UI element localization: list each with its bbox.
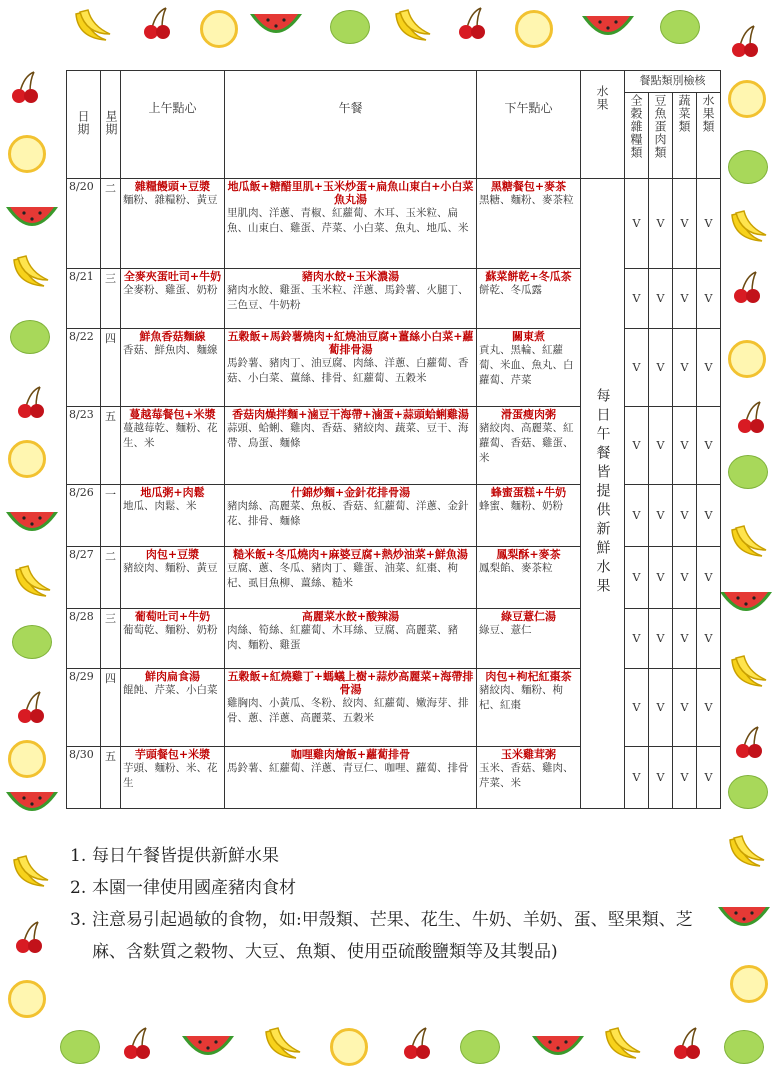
date-cell: 8/28 bbox=[67, 609, 101, 669]
category-check-mark: V bbox=[697, 269, 721, 329]
morning-snack-cell bbox=[121, 485, 225, 547]
banana-icon bbox=[10, 560, 54, 604]
lunch-cell bbox=[225, 747, 477, 809]
weekday-cell: 二 bbox=[101, 179, 121, 269]
category-check-mark: V bbox=[673, 269, 697, 329]
melon-icon bbox=[530, 1034, 586, 1064]
category-check-mark: V bbox=[625, 407, 649, 485]
afternoon-snack-ingredients: 玉米、香菇、雞肉、芹菜、米 bbox=[479, 762, 574, 789]
afternoon-snack-ingredients: 綠豆、薏仁 bbox=[479, 624, 532, 636]
date-cell: 8/23 bbox=[67, 407, 101, 485]
category-check-mark: V bbox=[673, 407, 697, 485]
morning-snack-title: 全麥夾蛋吐司+牛奶 bbox=[123, 270, 222, 283]
lemon-icon bbox=[200, 10, 238, 48]
grain-category-header: 全穀雜糧類 bbox=[625, 93, 649, 179]
date-cell: 8/26 bbox=[67, 485, 101, 547]
category-check-mark: V bbox=[649, 329, 673, 407]
morning-snack-cell bbox=[121, 407, 225, 485]
weekly-menu-table bbox=[66, 70, 721, 809]
cherry-icon bbox=[730, 270, 764, 306]
fruit-note-cell bbox=[581, 179, 625, 809]
category-check-mark: V bbox=[673, 179, 697, 269]
date-cell: 8/30 bbox=[67, 747, 101, 809]
cherry-icon bbox=[8, 70, 42, 106]
melon-icon bbox=[4, 790, 60, 820]
weekday-cell: 三 bbox=[101, 609, 121, 669]
lunch-cell bbox=[225, 179, 477, 269]
menu-row bbox=[67, 179, 721, 269]
category-check-mark: V bbox=[697, 407, 721, 485]
lunch-title: 五穀飯+馬鈴薯燒肉+紅燒油豆腐+薑絲小白菜+蘿蔔排骨湯 bbox=[227, 330, 474, 356]
category-check-mark: V bbox=[625, 547, 649, 609]
weekday-cell: 一 bbox=[101, 485, 121, 547]
weekday-cell: 二 bbox=[101, 547, 121, 609]
category-check-mark: V bbox=[625, 609, 649, 669]
category-check-mark: V bbox=[649, 407, 673, 485]
lunch-title: 香菇肉燥拌麵+滷豆干海帶+滷蛋+蒜頭蛤蜊雞湯 bbox=[232, 408, 469, 421]
category-check-mark: V bbox=[649, 547, 673, 609]
category-check-mark: V bbox=[625, 669, 649, 747]
lemon-icon bbox=[728, 80, 766, 118]
lemon-icon bbox=[8, 440, 46, 478]
lime-icon bbox=[728, 775, 768, 809]
banana-icon bbox=[726, 520, 770, 564]
banana-icon bbox=[390, 4, 434, 48]
morning-snack-ingredients: 全麥粉、雞蛋、奶粉 bbox=[123, 284, 218, 296]
melon-icon bbox=[248, 12, 304, 42]
morning-snack-ingredients: 麵粉、雜糧粉、黃豆 bbox=[123, 194, 218, 206]
morning-snack-ingredients: 芋頭、麵粉、米、花生 bbox=[123, 762, 218, 789]
lemon-icon bbox=[8, 740, 46, 778]
cherry-icon bbox=[734, 400, 768, 436]
afternoon-snack-title: 滑蛋瘦肉粥 bbox=[501, 408, 556, 421]
lunch-title: 五穀飯+紅燒雞丁+螞蟻上樹+蒜炒高麗菜+海帶排骨湯 bbox=[227, 670, 474, 696]
melon-icon bbox=[580, 14, 636, 44]
morning-snack-cell bbox=[121, 747, 225, 809]
cherry-icon bbox=[670, 1026, 704, 1062]
morning-snack-ingredients: 香菇、鮮魚肉、麵線 bbox=[123, 344, 218, 356]
morning-snack-title: 鮮肉扁食湯 bbox=[145, 670, 200, 683]
lemon-icon bbox=[330, 1028, 368, 1066]
category-check-mark: V bbox=[697, 747, 721, 809]
morning-snack-title: 地瓜粥+肉鬆 bbox=[140, 486, 205, 499]
afternoon-snack-cell bbox=[477, 669, 581, 747]
lunch-title: 什錦炒麵+金針花排骨湯 bbox=[290, 486, 411, 499]
weekday-cell: 四 bbox=[101, 669, 121, 747]
lemon-icon bbox=[8, 135, 46, 173]
lemon-icon bbox=[515, 10, 553, 48]
afternoon-snack-title: 黑糖餐包+麥茶 bbox=[490, 180, 567, 193]
afternoon-snack-cell bbox=[477, 269, 581, 329]
banana-icon bbox=[600, 1022, 644, 1066]
date-cell: 8/20 bbox=[67, 179, 101, 269]
fruit-category-header: 水果類 bbox=[697, 93, 721, 179]
note-text: 本園一律使用國產豬肉食材 bbox=[92, 878, 296, 898]
afternoon-snack-ingredients: 豬絞肉、麵粉、枸杞、紅棗 bbox=[479, 684, 563, 711]
cherry-icon bbox=[455, 6, 489, 42]
note-item bbox=[70, 872, 710, 904]
category-check-mark: V bbox=[673, 747, 697, 809]
lunch-ingredients: 豆腐、蔥、冬瓜、豬肉丁、雞蛋、油菜、紅棗、枸杞、虱目魚柳、薑絲、糙米 bbox=[227, 562, 458, 589]
category-check-mark: V bbox=[649, 269, 673, 329]
lime-icon bbox=[728, 455, 768, 489]
date-cell: 8/29 bbox=[67, 669, 101, 747]
lemon-icon bbox=[730, 965, 768, 1003]
lemon-icon bbox=[728, 340, 766, 378]
afternoon-snack-title: 鳳梨酥+麥茶 bbox=[496, 548, 561, 561]
lime-icon bbox=[330, 10, 370, 44]
lunch-title: 高麗菜水餃+酸辣湯 bbox=[301, 610, 400, 623]
lunch-ingredients: 肉絲、筍絲、紅蘿蔔、木耳絲、豆腐、高麗菜、豬肉、麵粉、雞蛋 bbox=[227, 624, 458, 651]
lime-icon bbox=[460, 1030, 500, 1064]
category-check-mark: V bbox=[625, 179, 649, 269]
morning-snack-cell bbox=[121, 669, 225, 747]
cherry-icon bbox=[12, 920, 46, 956]
lunch-title: 豬肉水餃+玉米濃湯 bbox=[301, 270, 400, 283]
note-number: 2. bbox=[70, 878, 87, 898]
category-check-mark: V bbox=[649, 485, 673, 547]
morning-snack-cell bbox=[121, 179, 225, 269]
afternoon-snack-title: 蜂蜜蛋糕+牛奶 bbox=[490, 486, 567, 499]
lunch-title: 地瓜飯+糖醋里肌+玉米炒蛋+扁魚山東白+小白菜魚丸湯 bbox=[227, 180, 474, 206]
date-cell: 8/27 bbox=[67, 547, 101, 609]
category-check-mark: V bbox=[625, 485, 649, 547]
lime-icon bbox=[12, 625, 52, 659]
category-check-mark: V bbox=[649, 179, 673, 269]
lunch-ingredients: 馬鈴薯、豬肉丁、油豆腐、肉絲、洋蔥、白蘿蔔、香菇、小白菜、薑絲、排骨、紅蘿蔔、五穀米 bbox=[227, 357, 469, 384]
lunch-title: 咖哩雞肉燴飯+蘿蔔排骨 bbox=[290, 748, 411, 761]
afternoon-snack-title: 蘇菜餅乾+冬瓜茶 bbox=[485, 270, 572, 283]
banana-icon bbox=[260, 1022, 304, 1066]
lunch-title: 糙米飯+冬瓜燒肉+麻婆豆腐+熱炒油菜+鮮魚湯 bbox=[233, 548, 468, 561]
morning-snack-ingredients: 餛飩、芹菜、小白菜 bbox=[123, 684, 218, 696]
morning-snack-title: 葡萄吐司+牛奶 bbox=[134, 610, 211, 623]
category-check-mark: V bbox=[649, 609, 673, 669]
afternoon-snack-header: 下午點心 bbox=[477, 71, 581, 179]
lunch-cell bbox=[225, 669, 477, 747]
banana-icon bbox=[724, 830, 768, 874]
cherry-icon bbox=[14, 385, 48, 421]
note-item bbox=[70, 904, 710, 968]
weekday-cell: 五 bbox=[101, 747, 121, 809]
cherry-icon bbox=[728, 24, 762, 60]
category-check-mark: V bbox=[697, 179, 721, 269]
category-check-mark: V bbox=[697, 329, 721, 407]
note-text: 每日午餐皆提供新鮮水果 bbox=[92, 846, 279, 866]
lunch-cell bbox=[225, 269, 477, 329]
banana-icon bbox=[726, 650, 770, 694]
melon-icon bbox=[716, 905, 772, 935]
category-check-mark: V bbox=[697, 485, 721, 547]
fruit-note: 每日午餐皆提供新鮮水果 bbox=[594, 387, 611, 597]
banana-icon bbox=[726, 205, 770, 249]
category-check-header: 餐點類別檢核 bbox=[625, 71, 721, 93]
afternoon-snack-ingredients: 蜂蜜、麵粉、奶粉 bbox=[479, 500, 563, 512]
category-check-mark: V bbox=[673, 609, 697, 669]
category-check-mark: V bbox=[625, 269, 649, 329]
lunch-ingredients: 蒜頭、蛤蜊、雞肉、香菇、豬絞肉、蔬菜、豆干、海帶、鳥蛋、麵條 bbox=[227, 422, 469, 449]
melon-icon bbox=[4, 205, 60, 235]
lunch-ingredients: 豬肉水餃、雞蛋、玉米粒、洋蔥、馬鈴薯、火腿丁、三色豆、牛奶粉 bbox=[227, 284, 469, 311]
afternoon-snack-title: 肉包+枸杞紅棗茶 bbox=[485, 670, 572, 683]
morning-snack-header: 上午點心 bbox=[121, 71, 225, 179]
category-check-mark: V bbox=[673, 547, 697, 609]
category-check-mark: V bbox=[625, 329, 649, 407]
afternoon-snack-cell bbox=[477, 609, 581, 669]
morning-snack-title: 雜糧饅頭+豆漿 bbox=[134, 180, 211, 193]
lunch-ingredients: 雞胸肉、小黃瓜、冬粉、絞肉、紅蘿蔔、嫩海芽、排骨、蔥、洋蔥、高麗菜、五穀米 bbox=[227, 697, 469, 724]
cherry-icon bbox=[120, 1026, 154, 1062]
lunch-cell bbox=[225, 485, 477, 547]
afternoon-snack-ingredients: 貢丸、黑輪、紅蘿蔔、米血、魚丸、白蘿蔔、芹菜 bbox=[479, 344, 574, 386]
category-check-mark: V bbox=[673, 669, 697, 747]
lime-icon bbox=[60, 1030, 100, 1064]
lunch-cell bbox=[225, 329, 477, 407]
lunch-ingredients: 馬鈴薯、紅蘿蔔、洋蔥、青豆仁、咖哩、蘿蔔、排骨 bbox=[227, 762, 469, 774]
note-number: 3. bbox=[70, 910, 87, 930]
morning-snack-title: 芋頭餐包+米漿 bbox=[134, 748, 211, 761]
morning-snack-cell bbox=[121, 547, 225, 609]
vegetable-category-header: 蔬菜類 bbox=[673, 93, 697, 179]
morning-snack-ingredients: 地瓜、肉鬆、米 bbox=[123, 500, 197, 512]
lunch-ingredients: 豬肉絲、高麗菜、魚板、香菇、紅蘿蔔、洋蔥、金針花、排骨、麵條 bbox=[227, 500, 469, 527]
afternoon-snack-ingredients: 餅乾、冬瓜露 bbox=[479, 284, 542, 296]
cherry-icon bbox=[14, 690, 48, 726]
melon-icon bbox=[718, 590, 774, 620]
category-check-mark: V bbox=[625, 747, 649, 809]
notes-list bbox=[70, 840, 710, 968]
lime-icon bbox=[660, 10, 700, 44]
afternoon-snack-cell bbox=[477, 485, 581, 547]
morning-snack-cell bbox=[121, 329, 225, 407]
note-number: 1. bbox=[70, 846, 87, 866]
afternoon-snack-cell bbox=[477, 179, 581, 269]
note-text: 注意易引起過敏的食物，如:甲殼類、芒果、花生、牛奶、羊奶、蛋、堅果類、芝麻、含麩質之穀物、大豆、魚類、使用亞硫酸鹽類等及其製品) bbox=[92, 910, 693, 962]
lunch-cell bbox=[225, 547, 477, 609]
melon-icon bbox=[4, 510, 60, 540]
afternoon-snack-title: 玉米雞茸粥 bbox=[501, 748, 556, 761]
lime-icon bbox=[10, 320, 50, 354]
morning-snack-title: 蔓越莓餐包+米漿 bbox=[129, 408, 216, 421]
melon-icon bbox=[180, 1034, 236, 1064]
category-check-mark: V bbox=[697, 669, 721, 747]
lime-icon bbox=[724, 1030, 764, 1064]
weekday-cell: 五 bbox=[101, 407, 121, 485]
protein-category-header: 豆魚蛋肉類 bbox=[649, 93, 673, 179]
category-check-mark: V bbox=[673, 485, 697, 547]
afternoon-snack-cell bbox=[477, 407, 581, 485]
morning-snack-ingredients: 葡萄乾、麵粉、奶粉 bbox=[123, 624, 218, 636]
lunch-header: 午餐 bbox=[225, 71, 477, 179]
lemon-icon bbox=[8, 980, 46, 1018]
category-check-mark: V bbox=[697, 547, 721, 609]
banana-icon bbox=[8, 850, 52, 894]
morning-snack-title: 肉包+豆漿 bbox=[145, 548, 200, 561]
fruit-header: 水果 bbox=[581, 71, 625, 179]
morning-snack-ingredients: 豬絞肉、麵粉、黃豆 bbox=[123, 562, 218, 574]
date-cell: 8/22 bbox=[67, 329, 101, 407]
lime-icon bbox=[728, 150, 768, 184]
afternoon-snack-title: 綠豆薏仁湯 bbox=[501, 610, 556, 623]
weekday-header: 星期 bbox=[101, 71, 121, 179]
afternoon-snack-ingredients: 黑糖、麵粉、麥茶粒 bbox=[479, 194, 574, 206]
morning-snack-cell bbox=[121, 609, 225, 669]
morning-snack-title: 鮮魚香菇麵線 bbox=[139, 330, 206, 343]
category-check-mark: V bbox=[649, 669, 673, 747]
lunch-cell bbox=[225, 609, 477, 669]
cherry-icon bbox=[732, 725, 766, 761]
category-check-mark: V bbox=[649, 747, 673, 809]
weekday-cell: 三 bbox=[101, 269, 121, 329]
category-check-mark: V bbox=[697, 609, 721, 669]
morning-snack-ingredients: 蔓越莓乾、麵粉、花生、米 bbox=[123, 422, 218, 449]
note-item bbox=[70, 840, 710, 872]
date-cell: 8/21 bbox=[67, 269, 101, 329]
date-header: 日期 bbox=[67, 71, 101, 179]
cherry-icon bbox=[140, 6, 174, 42]
afternoon-snack-cell bbox=[477, 747, 581, 809]
morning-snack-cell bbox=[121, 269, 225, 329]
lunch-ingredients: 里肌肉、洋蔥、青椒、紅蘿蔔、木耳、玉米粒、扁魚、山東白、雞蛋、芹菜、小白菜、魚丸、地瓜、米 bbox=[227, 207, 469, 234]
lunch-cell bbox=[225, 407, 477, 485]
afternoon-snack-cell bbox=[477, 547, 581, 609]
afternoon-snack-title: 關東煮 bbox=[512, 330, 545, 343]
banana-icon bbox=[8, 250, 52, 294]
afternoon-snack-ingredients: 豬絞肉、高麗菜、紅蘿蔔、香菇、雞蛋、米 bbox=[479, 422, 574, 464]
afternoon-snack-ingredients: 鳳梨餡、麥茶粒 bbox=[479, 562, 553, 574]
category-check-mark: V bbox=[673, 329, 697, 407]
cherry-icon bbox=[400, 1026, 434, 1062]
banana-icon bbox=[70, 4, 114, 48]
afternoon-snack-cell bbox=[477, 329, 581, 407]
weekday-cell: 四 bbox=[101, 329, 121, 407]
